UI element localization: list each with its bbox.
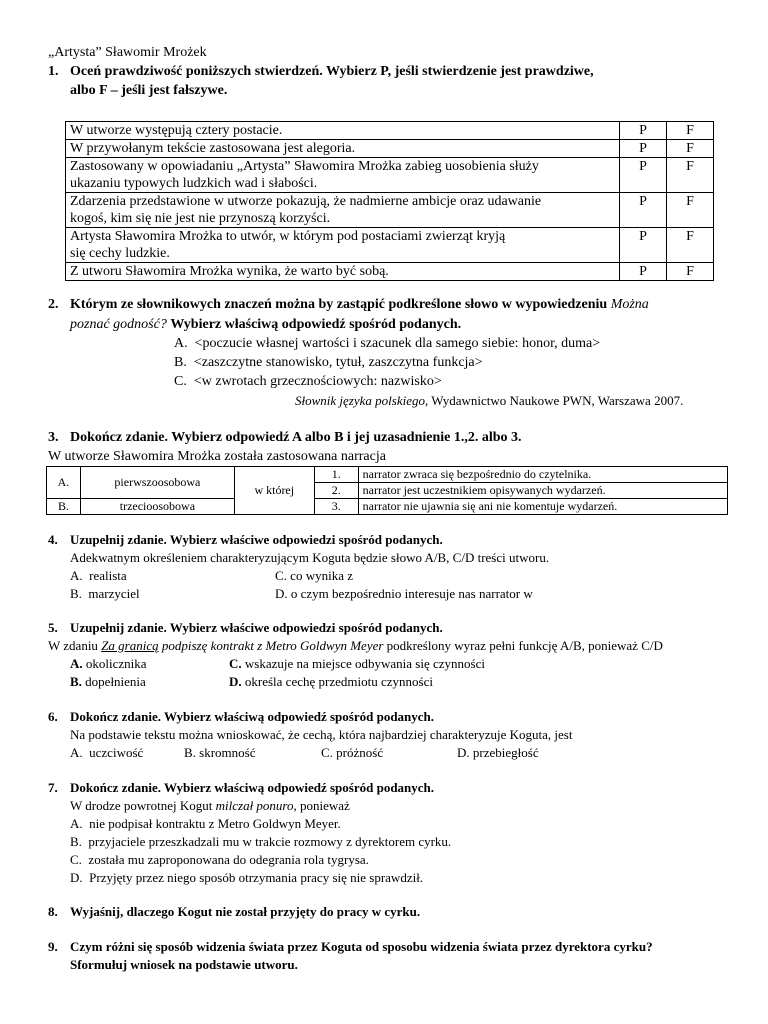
option-letter: B. — [70, 834, 82, 849]
option-text: wskazuje na miejsce odbywania się czynności — [244, 656, 485, 671]
stem-text: W zdaniu — [48, 638, 98, 653]
source-publisher: , Wydawnictwo Naukowe PWN, Warszawa 2007. — [424, 393, 684, 408]
q9-number: 9. — [48, 939, 58, 954]
false-option[interactable]: F — [667, 263, 714, 281]
reason-number[interactable]: 2. — [314, 483, 358, 499]
option-letter: A. — [70, 816, 83, 831]
q1-truefalse-table — [65, 121, 714, 281]
option-letter: B. — [184, 745, 196, 760]
q7-prompt: Dokończ zdanie. Wybierz właściwą odpowiedź spośród podanych. — [70, 780, 435, 795]
statement-text: W utworze występują cztery postacie. — [70, 123, 283, 138]
q2-prompt: Którym ze słownikowych znaczeń można by zastąpić podkreślone słowo w wypowiedzeniu — [70, 297, 608, 312]
option-text: nie podpisał kontraktu z Metro Goldwyn Meyer. — [89, 816, 341, 831]
stem-italic: milczał ponuro — [215, 798, 294, 813]
q4-option-b[interactable] — [70, 585, 140, 602]
q5-prompt: Uzupełnij zdanie. Wybierz właściwe odpowiedzi spośród podanych. — [70, 620, 443, 635]
option-letter: B. — [174, 355, 187, 370]
q4-option-c[interactable] — [275, 567, 353, 584]
q2-option-c[interactable] — [174, 373, 442, 390]
table-row — [66, 263, 714, 281]
true-option[interactable]: P — [620, 228, 667, 263]
statement-cell — [66, 122, 620, 140]
false-option[interactable]: F — [667, 193, 714, 228]
option-text: marzyciel — [88, 586, 140, 601]
option-text: <w zwrotach grzecznościowych: nazwisko> — [193, 374, 442, 389]
q4-stem: Adekwatnym określeniem charakteryzującym Koguta będzie słowo A/B, C/D treści utworu. — [70, 550, 550, 565]
option-text: <zaszczytne stanowisko, tytuł, zaszczytna funkcja> — [193, 355, 483, 370]
option-text: uczciwość — [89, 745, 144, 760]
q6-option-b[interactable] — [184, 744, 256, 761]
true-option[interactable]: P — [620, 140, 667, 158]
q5-number: 5. — [48, 620, 58, 635]
option-letter: D. — [229, 674, 242, 689]
q6-option-d[interactable] — [457, 744, 539, 761]
option-letter: B. — [70, 586, 82, 601]
option-a-text[interactable]: pierwszoosobowa — [80, 467, 234, 499]
q7-option-b[interactable] — [70, 833, 451, 850]
true-option[interactable]: P — [620, 263, 667, 281]
option-letter: A. — [70, 568, 83, 583]
option-text: okolicznika — [85, 656, 147, 671]
table-row — [66, 193, 714, 228]
option-letter: D. — [70, 870, 83, 885]
q6-option-a[interactable] — [70, 744, 143, 761]
q8-prompt: Wyjaśnij, dlaczego Kogut nie został przyjęty do pracy w cyrku. — [70, 904, 421, 919]
table-row — [66, 228, 714, 263]
option-text: próżność — [336, 745, 384, 760]
q2-quote: Można — [610, 297, 649, 312]
statement-cell — [66, 158, 620, 193]
q7-option-d[interactable] — [70, 869, 423, 886]
q5-option-a[interactable] — [70, 655, 147, 672]
q2-quote-cont: poznać godność? — [70, 317, 167, 332]
option-text: została mu zaproponowana do odegrania rola tygrysa. — [88, 852, 369, 867]
option-a-letter[interactable]: A. — [47, 467, 81, 499]
statement-text-cont: ukazaniu typowych ludzkich wad i słabości. — [70, 176, 318, 191]
stem-text: W drodze powrotnej Kogut — [70, 798, 213, 813]
statement-text-cont: się cechy ludzkie. — [70, 246, 170, 261]
option-text: dopełnienia — [85, 674, 146, 689]
option-letter: B. — [70, 674, 82, 689]
q1-prompt-line2: albo F – jeśli jest fałszywe. — [70, 83, 228, 98]
table-row — [66, 158, 714, 193]
option-letter: C. — [275, 568, 287, 583]
statement-text: W przywołanym tekście zastosowana jest alegoria. — [70, 141, 356, 156]
q4-option-a[interactable] — [70, 567, 127, 584]
stem-text-end: , ponieważ — [293, 798, 350, 813]
q2-option-a[interactable] — [174, 335, 600, 352]
statement-text: Z utworu Sławomira Mrożka wynika, że warto być sobą. — [70, 264, 389, 279]
q4-number: 4. — [48, 532, 58, 547]
q6-number: 6. — [48, 709, 58, 724]
option-text: <poczucie własnej wartości i szacunek dla samego siebie: honor, duma> — [194, 336, 601, 351]
statement-cell — [66, 193, 620, 228]
underlined-word: Za granicą — [101, 638, 159, 653]
q3-prompt: Dokończ zdanie. Wybierz odpowiedź A albo B i jej uzasadnienie 1.,2. albo 3. — [70, 430, 522, 445]
q3-answer-table — [46, 466, 728, 515]
q7-stem — [70, 797, 350, 814]
q2-instruction: Wybierz właściwą odpowiedź spośród podanych. — [170, 317, 462, 332]
option-text: o czym bezpośrednio interesuje nas narrator w — [290, 586, 533, 601]
q7-option-a[interactable] — [70, 815, 341, 832]
q1-number: 1. — [48, 64, 59, 79]
option-letter: D. — [457, 745, 470, 760]
q5-option-c[interactable] — [229, 655, 485, 672]
connector-text: w której — [234, 467, 314, 515]
statement-text-cont: kogoś, kim się nie jest nie przynoszą korzyści. — [70, 211, 331, 226]
false-option[interactable]: F — [667, 140, 714, 158]
option-letter: C. — [229, 656, 242, 671]
option-text: przyjaciele przeszkadzali mu w trakcie rozmowy z dyrektorem cyrku. — [88, 834, 452, 849]
stem-text-end: podkreślony wyraz pełni funkcję A/B, ponieważ C/D — [386, 638, 663, 653]
q1-prompt-line1: Oceń prawdziwość poniższych stwierdzeń. Wybierz P, jeśli stwierdzenie jest prawdziwe, — [70, 64, 594, 79]
option-letter: A. — [70, 745, 83, 760]
reason-text[interactable]: narrator zwraca się bezpośrednio do czytelnika. — [358, 467, 727, 483]
false-option[interactable]: F — [667, 228, 714, 263]
q3-number: 3. — [48, 430, 59, 445]
q6-prompt: Dokończ zdanie. Wybierz właściwą odpowiedź spośród podanych. — [70, 709, 435, 724]
option-letter: A. — [70, 656, 83, 671]
true-option[interactable]: P — [620, 122, 667, 140]
q2-prompt-line2 — [70, 316, 461, 333]
option-text: przebiegłość — [472, 745, 539, 760]
option-b-text[interactable]: trzecioosobowa — [80, 499, 234, 515]
statement-cell — [66, 228, 620, 263]
q5-stem — [48, 637, 663, 654]
q7-option-c[interactable] — [70, 851, 369, 868]
statement-text: Zdarzenia przedstawione w utworze pokazują, że nadmierne ambicje oraz udawanie — [70, 194, 542, 209]
reason-number[interactable]: 1. — [314, 467, 358, 483]
option-letter: D. — [275, 586, 288, 601]
option-letter: A. — [174, 336, 188, 351]
statement-text: Artysta Sławomira Mrożka to utwór, w którym pod postaciami zwierząt kryją — [70, 229, 506, 244]
statement-cell — [66, 140, 620, 158]
q5-option-b[interactable] — [70, 673, 146, 690]
table-row — [66, 122, 714, 140]
q9-prompt-line1: Czym różni się sposób widzenia świata przez Koguta od sposobu widzenia świata przez dyrektora cyrku? — [70, 939, 653, 954]
option-letter: C. — [174, 374, 187, 389]
statement-text: Zastosowany w opowiadaniu „Artysta” Sławomira Mrożka zabieg uosobienia służy — [70, 159, 539, 174]
statement-cell — [66, 263, 620, 281]
reason-text[interactable]: narrator nie ujawnia się ani nie komentuje wydarzeń. — [358, 499, 727, 515]
option-text: skromność — [199, 745, 256, 760]
q4-prompt: Uzupełnij zdanie. Wybierz właściwe odpowiedzi spośród podanych. — [70, 532, 443, 547]
q3-stem: W utworze Sławomira Mrożka została zastosowana narracja — [48, 449, 386, 464]
false-option[interactable]: F — [667, 122, 714, 140]
q6-stem: Na podstawie tekstu można wnioskować, że cechą, która najbardziej charakteryzuje Koguta, jest — [70, 727, 573, 742]
q2-source — [295, 392, 683, 409]
option-letter: C. — [321, 745, 333, 760]
q2-option-b[interactable] — [174, 354, 483, 371]
q7-number: 7. — [48, 780, 58, 795]
option-text: co wynika z — [290, 568, 353, 583]
q6-option-c[interactable] — [321, 744, 383, 761]
option-text: Przyjęty przez niego sposób otrzymania pracy się nie sprawdził. — [89, 870, 424, 885]
true-option[interactable]: P — [620, 158, 667, 193]
table-row — [66, 140, 714, 158]
source-title: Słownik języka polskiego — [295, 393, 425, 408]
q2-number: 2. — [48, 297, 59, 312]
document-title: „Artysta” Sławomir Mrożek — [48, 45, 207, 60]
true-option[interactable]: P — [620, 193, 667, 228]
option-b-letter[interactable]: B. — [47, 499, 81, 515]
q9-prompt-line2: Sformułuj wniosek na podstawie utworu. — [70, 957, 298, 972]
option-text: określa cechę przedmiotu czynności — [244, 674, 433, 689]
false-option[interactable]: F — [667, 158, 714, 193]
q2-prompt-line1 — [70, 296, 649, 313]
q8-number: 8. — [48, 904, 58, 919]
q4-option-d[interactable] — [275, 585, 533, 602]
reason-text[interactable]: narrator jest uczestnikiem opisywanych wydarzeń. — [358, 483, 727, 499]
option-letter: C. — [70, 852, 82, 867]
stem-italic: podpiszę kontrakt z Metro Goldwyn Meyer — [161, 638, 384, 653]
reason-number[interactable]: 3. — [314, 499, 358, 515]
option-text: realista — [89, 568, 127, 583]
q5-option-d[interactable] — [229, 673, 433, 690]
